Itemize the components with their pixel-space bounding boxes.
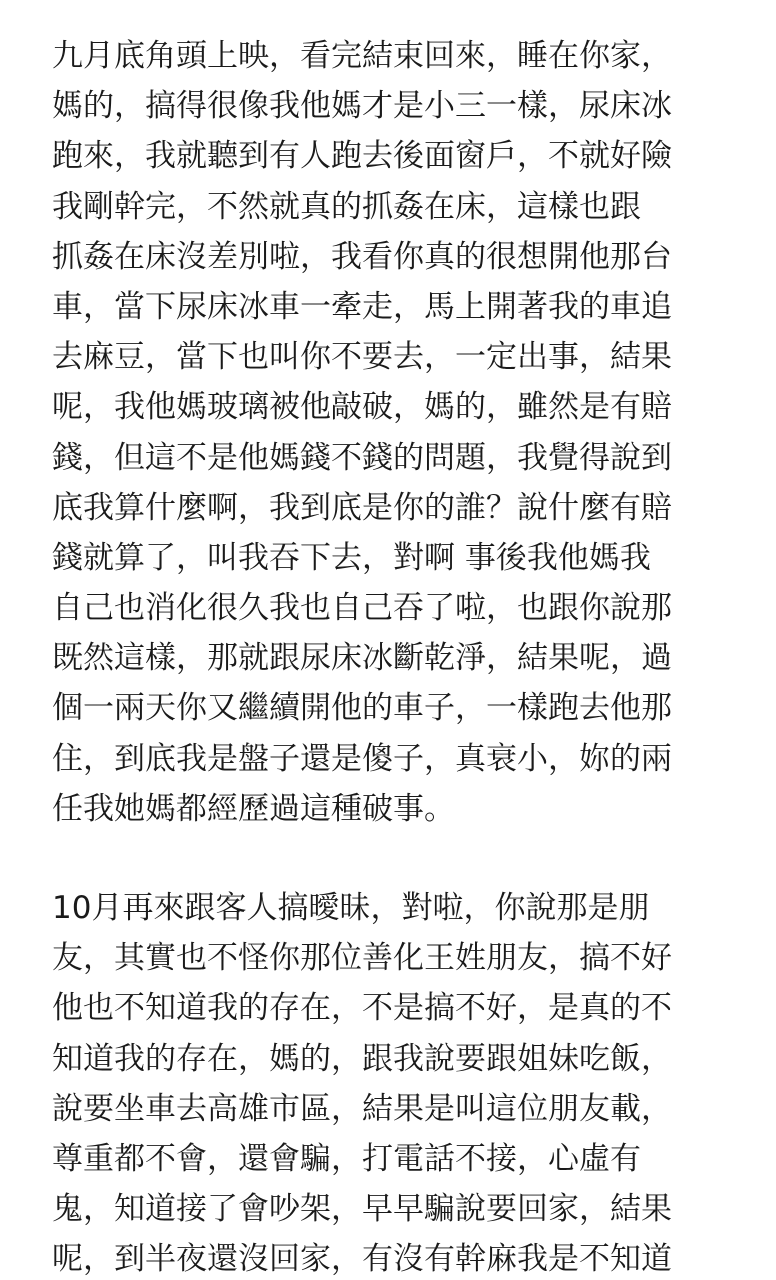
text-line: 說要坐車去高雄市區，結果是叫這位朋友載， [52, 1090, 672, 1127]
text-line: 錢，但這不是他媽錢不錢的問題，我覺得說到 [52, 439, 672, 476]
text-line: 10月再來跟客人搞曖昧，對啦，你說那是朋 [52, 890, 650, 926]
text-line: 呢，我他媽玻璃被他敲破，媽的，雖然是有賠 [52, 389, 672, 426]
text-line: 跑來，我就聽到有人跑去後面窗戶，不就好險 [52, 138, 672, 175]
text-line: 呢，到半夜還沒回家，有沒有幹麻我是不知道 [52, 1241, 672, 1278]
text-line: 個一兩天你又繼續開他的車子，一樣跑去他那 [52, 690, 672, 727]
text-line: 底我算什麼啊，我到底是你的誰？說什麼有賠 [52, 489, 672, 526]
text-line: 抓姦在床沒差別啦，我看你真的很想開他那台 [52, 238, 672, 275]
text-line: 既然這樣，那就跟尿床冰斷乾淨，結果呢，過 [52, 640, 672, 677]
text-line: 友，其實也不怪你那位善化王姓朋友，搞不好 [52, 940, 672, 977]
text-line: 車，當下尿床冰車一牽走，馬上開著我的車追 [52, 288, 672, 325]
text-line: 我剛幹完，不然就真的抓姦在床，這樣也跟 [52, 188, 641, 225]
text-line: 錢就算了，叫我吞下去，對啊 事後我他媽我 [52, 539, 651, 576]
text-line: 去麻豆，當下也叫你不要去，一定出事，結果 [52, 339, 672, 376]
text-line: 九月底角頭上映，看完結束回來，睡在你家， [52, 38, 672, 74]
paragraph-2 [52, 883, 752, 1280]
text-line: 自己也消化很久我也自己吞了啦，也跟你說那 [52, 590, 672, 627]
text-line: 他也不知道我的存在，不是搞不好，是真的不 [52, 990, 672, 1027]
text-line: 任我她媽都經歷過這種破事。 [52, 790, 455, 827]
text-line: 知道我的存在，媽的，跟我說要跟姐妹吃飯， [52, 1040, 672, 1077]
paragraph-1 [52, 31, 752, 834]
text-line: 尊重都不會，還會騙，打電話不接，心虛有 [52, 1140, 641, 1177]
text-line: 住，到底我是盤子還是傻子，真衰小，妳的兩 [52, 740, 672, 777]
text-line: 媽的，搞得很像我他媽才是小三一樣，尿床冰 [52, 88, 672, 125]
text-line: 鬼，知道接了會吵架，早早騙說要回家，結果 [52, 1191, 672, 1228]
